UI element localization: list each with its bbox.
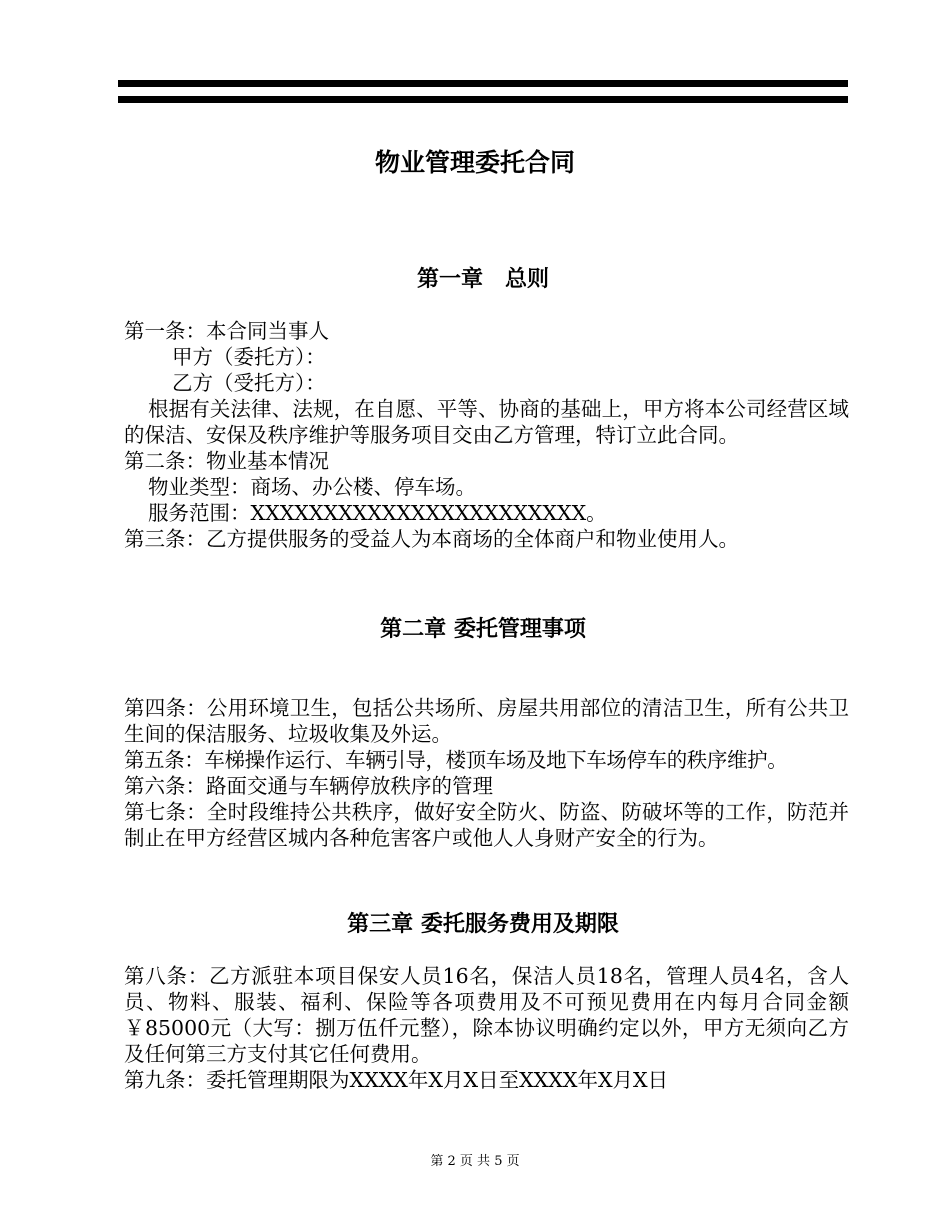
preamble: 根据有关法律、法规，在自愿、平等、协商的基础上，甲方将本公司经营区域的保洁、安保及秩序维护等服务项目交由乙方管理，特订立此合同。 [124,397,849,447]
article-9: 第九条：委托管理期限为XXXX年X月X日至XXXX年X月X日 [124,1068,669,1092]
header-rule-bottom [118,96,848,103]
chapter-1-heading: 第一章 总则 [416,267,549,292]
article-3: 第三条：乙方提供服务的受益人为本商场的全体商户和物业使用人。 [124,527,739,551]
article-1: 第一条：本合同当事人 [124,319,329,343]
chapter-3-heading: 第三章 委托服务费用及期限 [347,912,619,937]
header-rule-top [118,80,848,87]
article-7: 第七条：全时段维持公共秩序，做好安全防火、防盗、防破坏等的工作，防范并制止在甲方经营区城内各种危害客户或他人人身财产安全的行为。 [124,800,849,850]
chapter-3-body [124,963,849,1093]
party-b: 乙方（受托方）： [172,371,326,395]
service-scope: 服务范围：XXXXXXXXXXXXXXXXXXXXXXX。 [148,501,607,525]
chapter-2-heading: 第二章 委托管理事项 [380,617,586,642]
chapter-1-body [124,318,849,552]
property-type: 物业类型：商场、办公楼、停车场。 [148,475,476,499]
chapter-2-body [124,695,849,851]
article-4: 第四条：公用环境卫生，包括公共场所、房屋共用部位的清洁卫生，所有公共卫生间的保洁服务、垃圾收集及外运。 [124,696,849,746]
article-5: 第五条：车梯操作运行、车辆引导，楼顶车场及地下车场停车的秩序维护。 [124,748,788,772]
party-a: 甲方（委托方）： [172,345,326,369]
document-title: 物业管理委托合同 [374,148,575,177]
page-footer: 第 2 页 共 5 页 [430,1154,520,1169]
article-6: 第六条：路面交通与车辆停放秩序的管理 [124,774,493,798]
article-2: 第二条：物业基本情况 [124,449,329,473]
article-8: 第八条：乙方派驻本项目保安人员16名，保洁人员18名，管理人员4名，含人员、物料、服装、福利、保险等各项费用及不可预见费用在内每月合同金额￥85000元（大写：捌万伍仟元整），除本协议明确约定以外，甲方无须向乙方及任何第三方支付其它任何费用。 [124,964,849,1066]
